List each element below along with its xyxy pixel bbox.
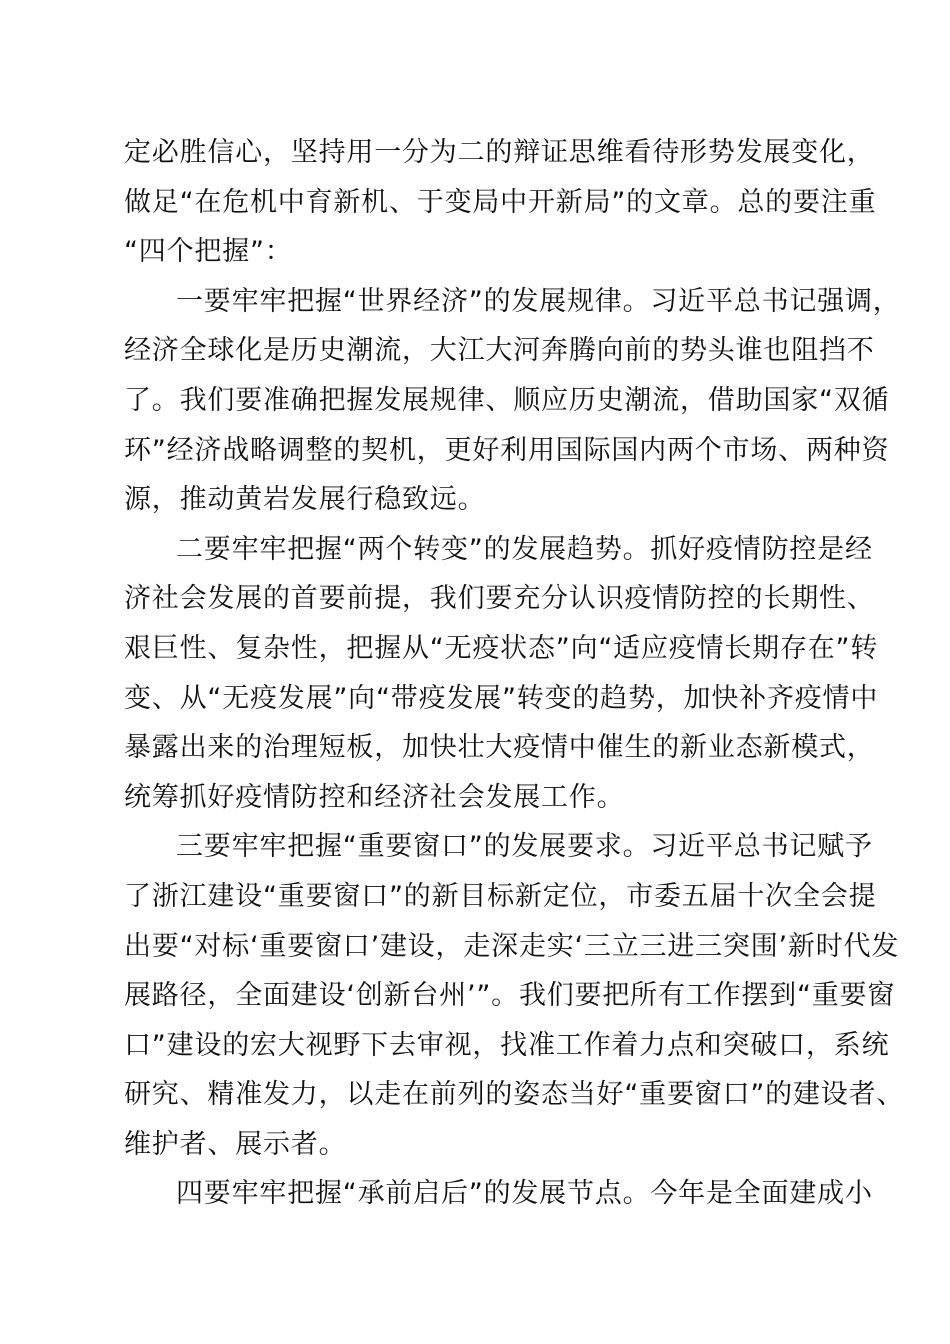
paragraph-line: 出要“对标‘重要窗口’建设，走深走实‘三立三进三突围’新时代发 [124,930,900,962]
paragraph-line: “四个把握”： [124,236,293,268]
paragraph-first-line: 三要牢牢把握“重要窗口”的发展要求。习近平总书记赋予 [176,831,873,863]
paragraph-line: 变、从“无疫发展”向“带疫发展”转变的趋势，加快补齐疫情中 [124,682,879,714]
paragraph-line: 艰巨性、复杂性，把握从“无疫状态”向“适应疫情长期存在”转 [124,632,879,664]
paragraph-line: 统筹抓好疫情防控和经济社会发展工作。 [124,781,625,813]
paragraph-line: 做足“在危机中育新机、于变局中开新局”的文章。总的要注重 [124,186,877,218]
paragraph-line: 维护者、展示者。 [124,1128,347,1160]
paragraph-line: 环”经济战略调整的契机，更好利用国际国内两个市场、两种资 [124,434,890,466]
paragraph-line: 济社会发展的首要前提，我们要充分认识疫情防控的长期性、 [124,583,875,615]
paragraph-line: 口”建设的宏大视野下去审视，找准工作着力点和突破口，系统 [124,1029,890,1061]
paragraph-line: 研究、精准发力，以走在前列的姿态当好“重要窗口”的建设者、 [124,1079,905,1111]
paragraph-line: 定必胜信心，坚持用一分为二的辩证思维看待形势发展变化， [124,137,875,168]
paragraph-line: 暴露出来的治理短板，加快壮大疫情中催生的新业态新模式， [124,732,875,764]
paragraph-first-line: 一要牢牢把握“世界经济”的发展规律。习近平总书记强调， [176,285,901,317]
paragraph-line: 展路径，全面建设‘创新台州’”。我们要把所有工作摆到“重要窗 [124,980,896,1012]
paragraph-line: 了。我们要准确把握发展规律、顺应历史潮流，借助国家“双循 [124,384,890,416]
paragraph-line: 了浙江建设“重要窗口”的新目标新定位，市委五届十次全会提 [124,880,877,912]
paragraph-line: 经济全球化是历史潮流，大江大河奔腾向前的势头谁也阻挡不 [124,335,875,367]
paragraph-line: 源，推动黄岩发展行稳致远。 [124,484,486,516]
paragraph-first-line: 四要牢牢把握“承前启后”的发展节点。今年是全面建成小 [176,1178,873,1210]
paragraph-first-line: 二要牢牢把握“两个转变”的发展趋势。抓好疫情防控是经 [176,533,873,565]
body-text [124,128,905,1219]
